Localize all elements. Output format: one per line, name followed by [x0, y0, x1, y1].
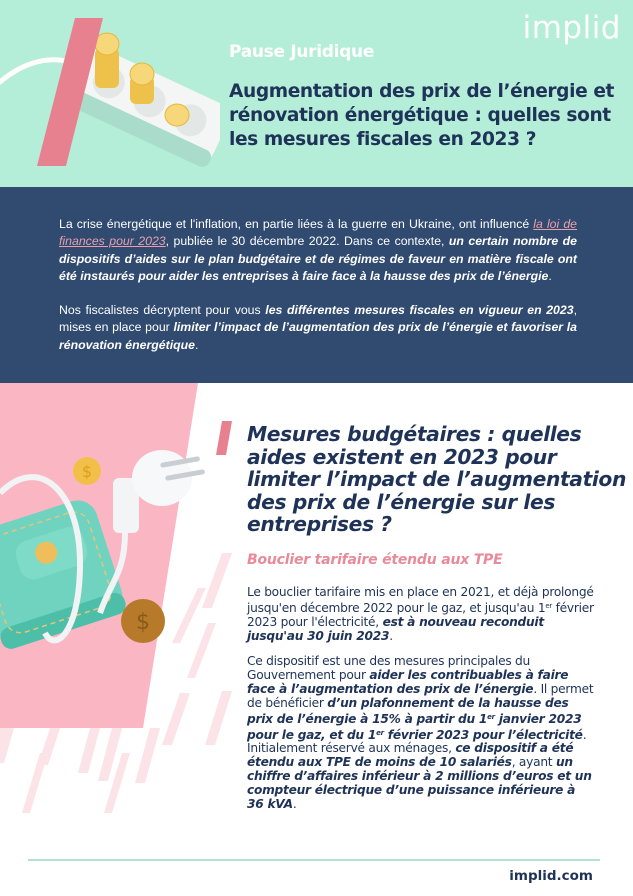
implid-logo: implid	[522, 10, 621, 46]
body-paragraph-1: Le bouclier tarifaire mis en place en 2021, et déjà prolongé jusqu'en décembre 2022 pour le gaz, et jusqu'au 1er février 2023 pour l'électricité, est à nouveau reconduit jusqu'au 30 juin 2023.	[247, 585, 594, 643]
intro-paragraph-2: Nos fiscalistes décryptent pour vous les différentes mesures fiscales en vigueur en 2023, mises en place pour limiter l’impact de l’augmentation des prix de l’énergie et favoriser la rénovation énergétique.	[59, 303, 577, 352]
body-paragraph-2: Ce dispositif est une des mesures principales du Gouvernement pour aider les contribuables à faire face à l’augmentation des prix de l’énergie. Il permet de bénéficier d’un plafonnement de la hausse des prix de l’énergie à 15% à partir du 1er janvier 2023 pour le gaz, et du 1er février 2023 pour l’électricité.	[247, 654, 594, 742]
section-title: Mesures budgétaires : quelles aides existent en 2023 pour limiter l’impact de l’augmentation des prix de l’énergie sur les entreprises ?	[247, 422, 626, 536]
intro-paragraph-1: La crise énergétique et l'inflation, en partie liées à la guerre en Ukraine, ont influencé la loi de finances pour 2023, publiée le 30 décembre 2022. Dans ce contexte, un certain nombre de dispositifs d’aides sur le plan budgétaire et de régimes de faveur en matière fiscale ont été instaurés pour aider les entreprises à faire face à la hausse des prix de l’énergie.	[59, 217, 577, 283]
body-paragraph-3: Initialement réservé aux ménages, ce dispositif a été étendu aux TPE de moins de 10 salariés, ayant un chiffre d’affaires inférieur à 2 millions d’euros et un compteur électrique d’une puissance inférieure à 36 kVA.	[247, 741, 592, 811]
footer-divider	[28, 859, 600, 861]
subsection-title: Bouclier tarifaire étendu aux TPE	[247, 552, 503, 568]
intro-block	[0, 187, 633, 383]
website-link[interactable]: implid.com	[509, 868, 593, 884]
svg-text:$: $	[136, 610, 150, 635]
power-strip-illustration	[0, 0, 220, 187]
page-title: Augmentation des prix de l’énergie et rénovation énergétique : quelles sont les mesures fiscales en 2023 ?	[229, 81, 615, 150]
finance-law-link[interactable]: la loi de finances pour 2023	[59, 217, 577, 249]
kicker-label: Pause Juridique	[229, 42, 375, 62]
hero-banner	[0, 0, 633, 187]
wallet-plug-illustration	[0, 383, 240, 823]
svg-text:$: $	[81, 462, 93, 481]
